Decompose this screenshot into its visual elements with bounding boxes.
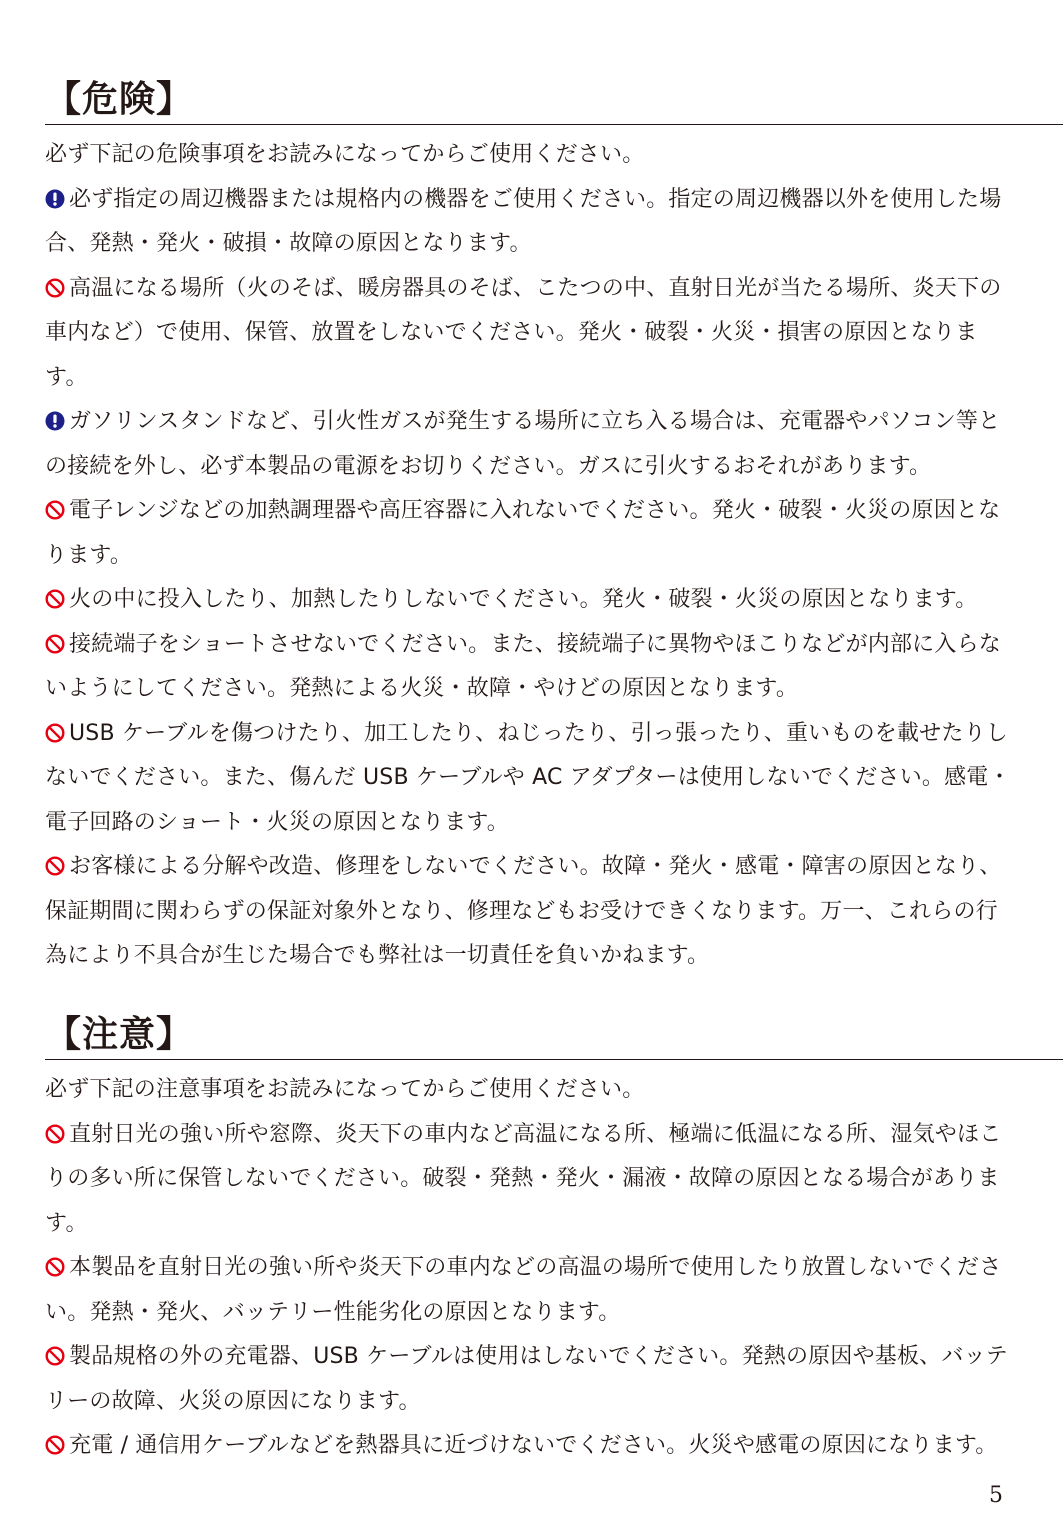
- caution-heading: 【注意】: [45, 1014, 194, 1055]
- list-item-text: お客様による分解や改造、修理をしないでください。故障・発火・感電・障害の原因となり、保証期間に関わらずの保証対象外となり、修理などもお受けできくなります。万一、これらの行為により不具合が生じた場合でも弊社は一切責任を負いかねます。: [45, 854, 1002, 968]
- prohibition-icon: [45, 278, 65, 298]
- list-item: [45, 1246, 1020, 1335]
- list-item-text: 火の中に投入したり、加熱したりしないでください。発火・破裂・火災の原因となります。: [69, 587, 978, 612]
- prohibition-icon: [45, 589, 65, 609]
- danger-section: [45, 78, 1063, 979]
- list-item-text: 電子レンジなどの加熱調理器や高圧容器に入れないでください。発火・破裂・火災の原因となります。: [45, 498, 1001, 568]
- danger-intro: 必ず下記の危険事項をお読みになってからご使用ください。: [45, 142, 645, 167]
- prohibition-icon: [45, 1435, 65, 1455]
- list-item-text: USB ケーブルを傷つけたり、加工したり、ねじったり、引っ張ったり、重いものを載せたりしないでください。また、傷んだ USB ケーブルや AC アダプターは使用しないでください。感電・電子回路のショート・火災の原因となります。: [45, 720, 1011, 835]
- list-item: [45, 845, 1020, 979]
- list-item: [45, 1424, 1020, 1469]
- prohibition-icon: [45, 1346, 65, 1366]
- exclamation-icon: [45, 189, 65, 209]
- exclamation-icon: [45, 411, 65, 431]
- list-item-text: ガソリンスタンドなど、引火性ガスが発生する場所に立ち入る場合は、充電器やパソコン等との接続を外し、必ず本製品の電源をお切りください。ガスに引火するおそれがあります。: [45, 409, 1001, 479]
- caution-item-list: [45, 1113, 1063, 1469]
- caution-divider: [45, 1059, 1063, 1060]
- list-item: [45, 267, 1020, 401]
- list-item: [45, 623, 1020, 712]
- list-item-text: 接続端子をショートさせないでください。また、接続端子に異物やほこりなどが内部に入らないようにしてください。発熱による火災・故障・やけどの原因となります。: [45, 631, 1001, 701]
- list-item-text: 直射日光の強い所や窓際、炎天下の車内など高温になる所、極端に低温になる所、湿気やほこりの多い所に保管しないでください。破裂・発熱・発火・漏液・故障の原因となる場合があります。: [45, 1121, 1002, 1236]
- list-item: [45, 400, 1020, 489]
- list-item: [45, 178, 1020, 267]
- list-item: [45, 1335, 1020, 1424]
- prohibition-icon: [45, 634, 65, 654]
- danger-divider: [45, 124, 1063, 125]
- list-item: [45, 489, 1020, 578]
- page-number: 5: [989, 1483, 1003, 1508]
- danger-heading: 【危険】: [45, 79, 194, 120]
- list-item-text: 製品規格の外の充電器、USB ケーブルは使用はしないでください。発熱の原因や基板、バッテリーの故障、火災の原因になります。: [45, 1344, 1008, 1414]
- danger-item-list: [45, 178, 1063, 979]
- prohibition-icon: [45, 1124, 65, 1144]
- prohibition-icon: [45, 500, 65, 520]
- caution-intro: 必ず下記の注意事項をお読みになってからご使用ください。: [45, 1077, 645, 1102]
- prohibition-icon: [45, 1257, 65, 1277]
- caution-section: [45, 1013, 1063, 1469]
- prohibition-icon: [45, 723, 65, 743]
- list-item-text: 充電 / 通信用ケーブルなどを熱器具に近づけないでください。火災や感電の原因になります。: [69, 1433, 998, 1458]
- list-item: [45, 578, 1020, 623]
- list-item-text: 必ず指定の周辺機器または規格内の機器をご使用ください。指定の周辺機器以外を使用した場合、発熱・発火・破損・故障の原因となります。: [45, 186, 1002, 256]
- list-item-text: 高温になる場所（火のそば、暖房器具のそば、こたつの中、直射日光が当たる場所、炎天下の車内など）で使用、保管、放置をしないでください。発火・破裂・火災・損害の原因となります。: [45, 275, 1002, 390]
- prohibition-icon: [45, 856, 65, 876]
- list-item: [45, 712, 1020, 846]
- list-item: [45, 1113, 1020, 1247]
- list-item-text: 本製品を直射日光の強い所や炎天下の車内などの高温の場所で使用したり放置しないでください。発熱・発火、バッテリー性能劣化の原因となります。: [45, 1255, 1002, 1325]
